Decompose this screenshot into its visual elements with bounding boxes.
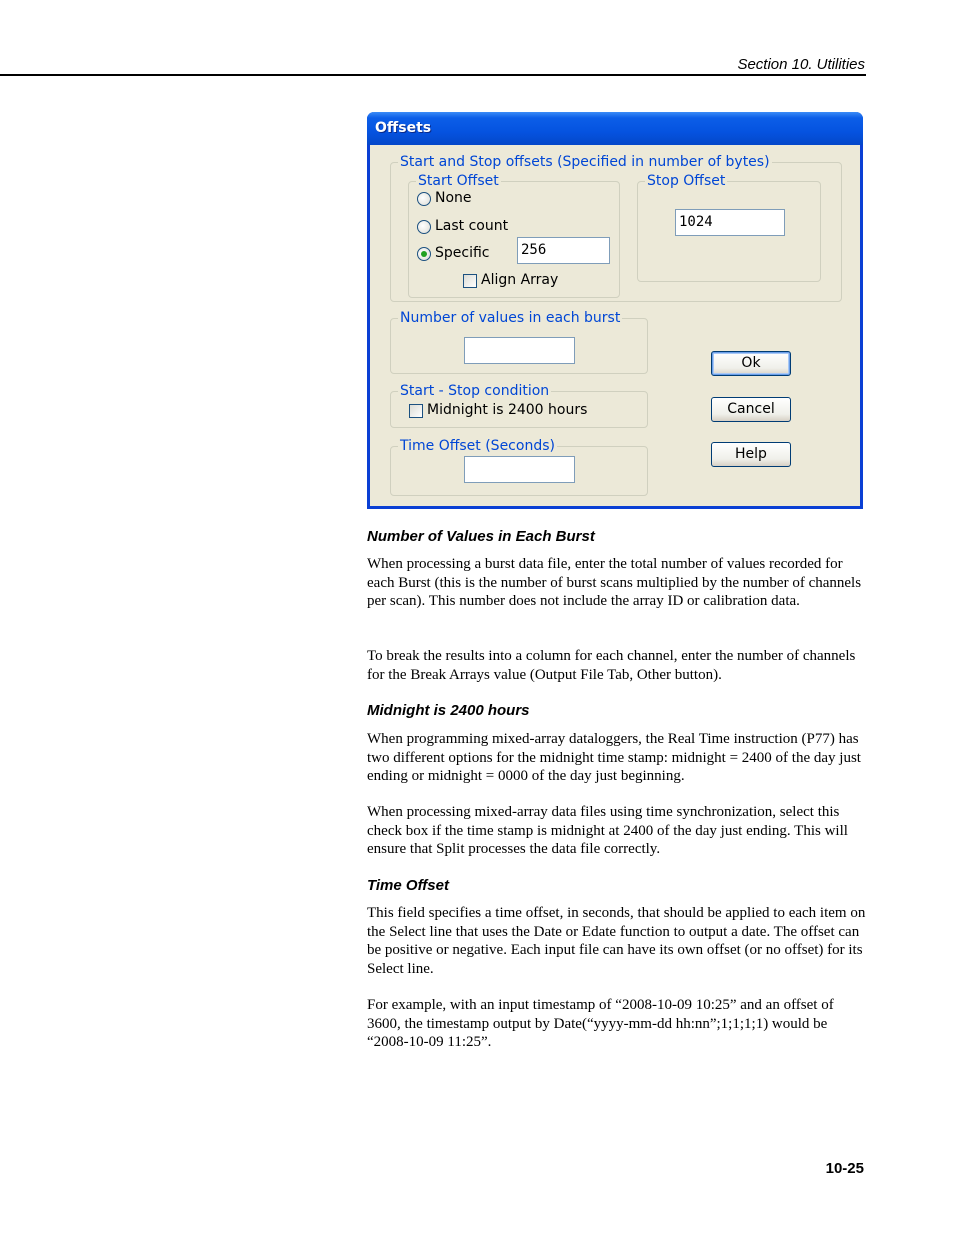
header-rule: [0, 74, 866, 76]
stop-offset-legend: Stop Offset: [647, 173, 726, 189]
heading-midnight: Midnight is 2400 hours: [367, 702, 530, 719]
help-button[interactable]: Help: [711, 442, 791, 467]
dialog-titlebar: [367, 112, 863, 145]
section-header: Section 10. Utilities: [737, 56, 865, 73]
dialog-title: Offsets: [375, 120, 432, 136]
values-per-burst-input[interactable]: [464, 337, 575, 364]
stop-offset-group: [637, 173, 821, 282]
radio-last-count[interactable]: [417, 220, 431, 234]
offsets-group: [390, 154, 842, 302]
time-offset-legend: Time Offset (Seconds): [400, 438, 555, 454]
cancel-button[interactable]: Cancel: [711, 397, 791, 422]
condition-group-legend: Start - Stop condition: [400, 383, 550, 399]
radio-none[interactable]: [417, 192, 431, 206]
paragraph: To break the results into a column for each channel, enter the number of channels for the Break Arrays value (Output File Tab, Other button).: [367, 648, 856, 683]
ok-button[interactable]: Ok: [711, 351, 791, 376]
align-array-label: Align Array: [481, 272, 559, 288]
start-offset-group: [408, 173, 620, 298]
values-group-legend: Number of values in each burst: [400, 310, 621, 326]
paragraph: This field specifies a time offset, in seconds, that should be applied to each item on the Select line that uses the Date or Edate function to output a date. The offset can be positive or negative. Each input file can have its own offset (or no offset) for its Select line.: [367, 905, 866, 977]
heading-values-burst: Number of Values in Each Burst: [367, 528, 595, 545]
start-offset-legend: Start Offset: [418, 173, 499, 189]
page-number: 10-25: [825, 1160, 864, 1177]
values-group: [390, 310, 648, 374]
paragraph: For example, with an input timestamp of “2008-10-09 10:25” and an offset of 3600, the timestamp output by Date(“yyyy-mm-dd hh:nn”;1;1;1;1) would be “2008-10-09 11:25”.: [367, 997, 834, 1050]
condition-group: [390, 383, 648, 428]
paragraph: When processing mixed-array data files using time synchronization, select this check box if the time stamp is midnight at 2400 of the day just ending. This will ensure that Split processes the data file correctly.: [367, 804, 848, 857]
midnight-checkbox[interactable]: [409, 404, 423, 418]
offsets-dialog: [367, 112, 863, 509]
offsets-group-legend: Start and Stop offsets (Specified in number of bytes): [400, 154, 770, 170]
align-array-checkbox[interactable]: [463, 274, 477, 288]
time-offset-input[interactable]: [464, 456, 575, 483]
radio-last-count-label: Last count: [435, 218, 509, 234]
time-offset-group: [390, 438, 648, 496]
specific-offset-input[interactable]: 256: [517, 237, 610, 264]
paragraph: When processing a burst data file, enter the total number of values recorded for each Burst (this is the number of burst scans multiplied by the number of channels per scan). This number does not include the array ID or calibration data.: [367, 556, 862, 609]
heading-time-offset: Time Offset: [367, 877, 449, 894]
paragraph: When programming mixed-array dataloggers, the Real Time instruction (P77) has two different options for the midnight time stamp: midnight = 2400 of the day just ending or midnight = 0000 of the day just beginning.: [367, 731, 861, 784]
midnight-label: Midnight is 2400 hours: [427, 402, 588, 418]
radio-none-label: None: [435, 190, 472, 206]
radio-specific-label: Specific: [435, 245, 490, 261]
radio-specific[interactable]: [417, 247, 431, 261]
stop-offset-input[interactable]: 1024: [675, 209, 785, 236]
